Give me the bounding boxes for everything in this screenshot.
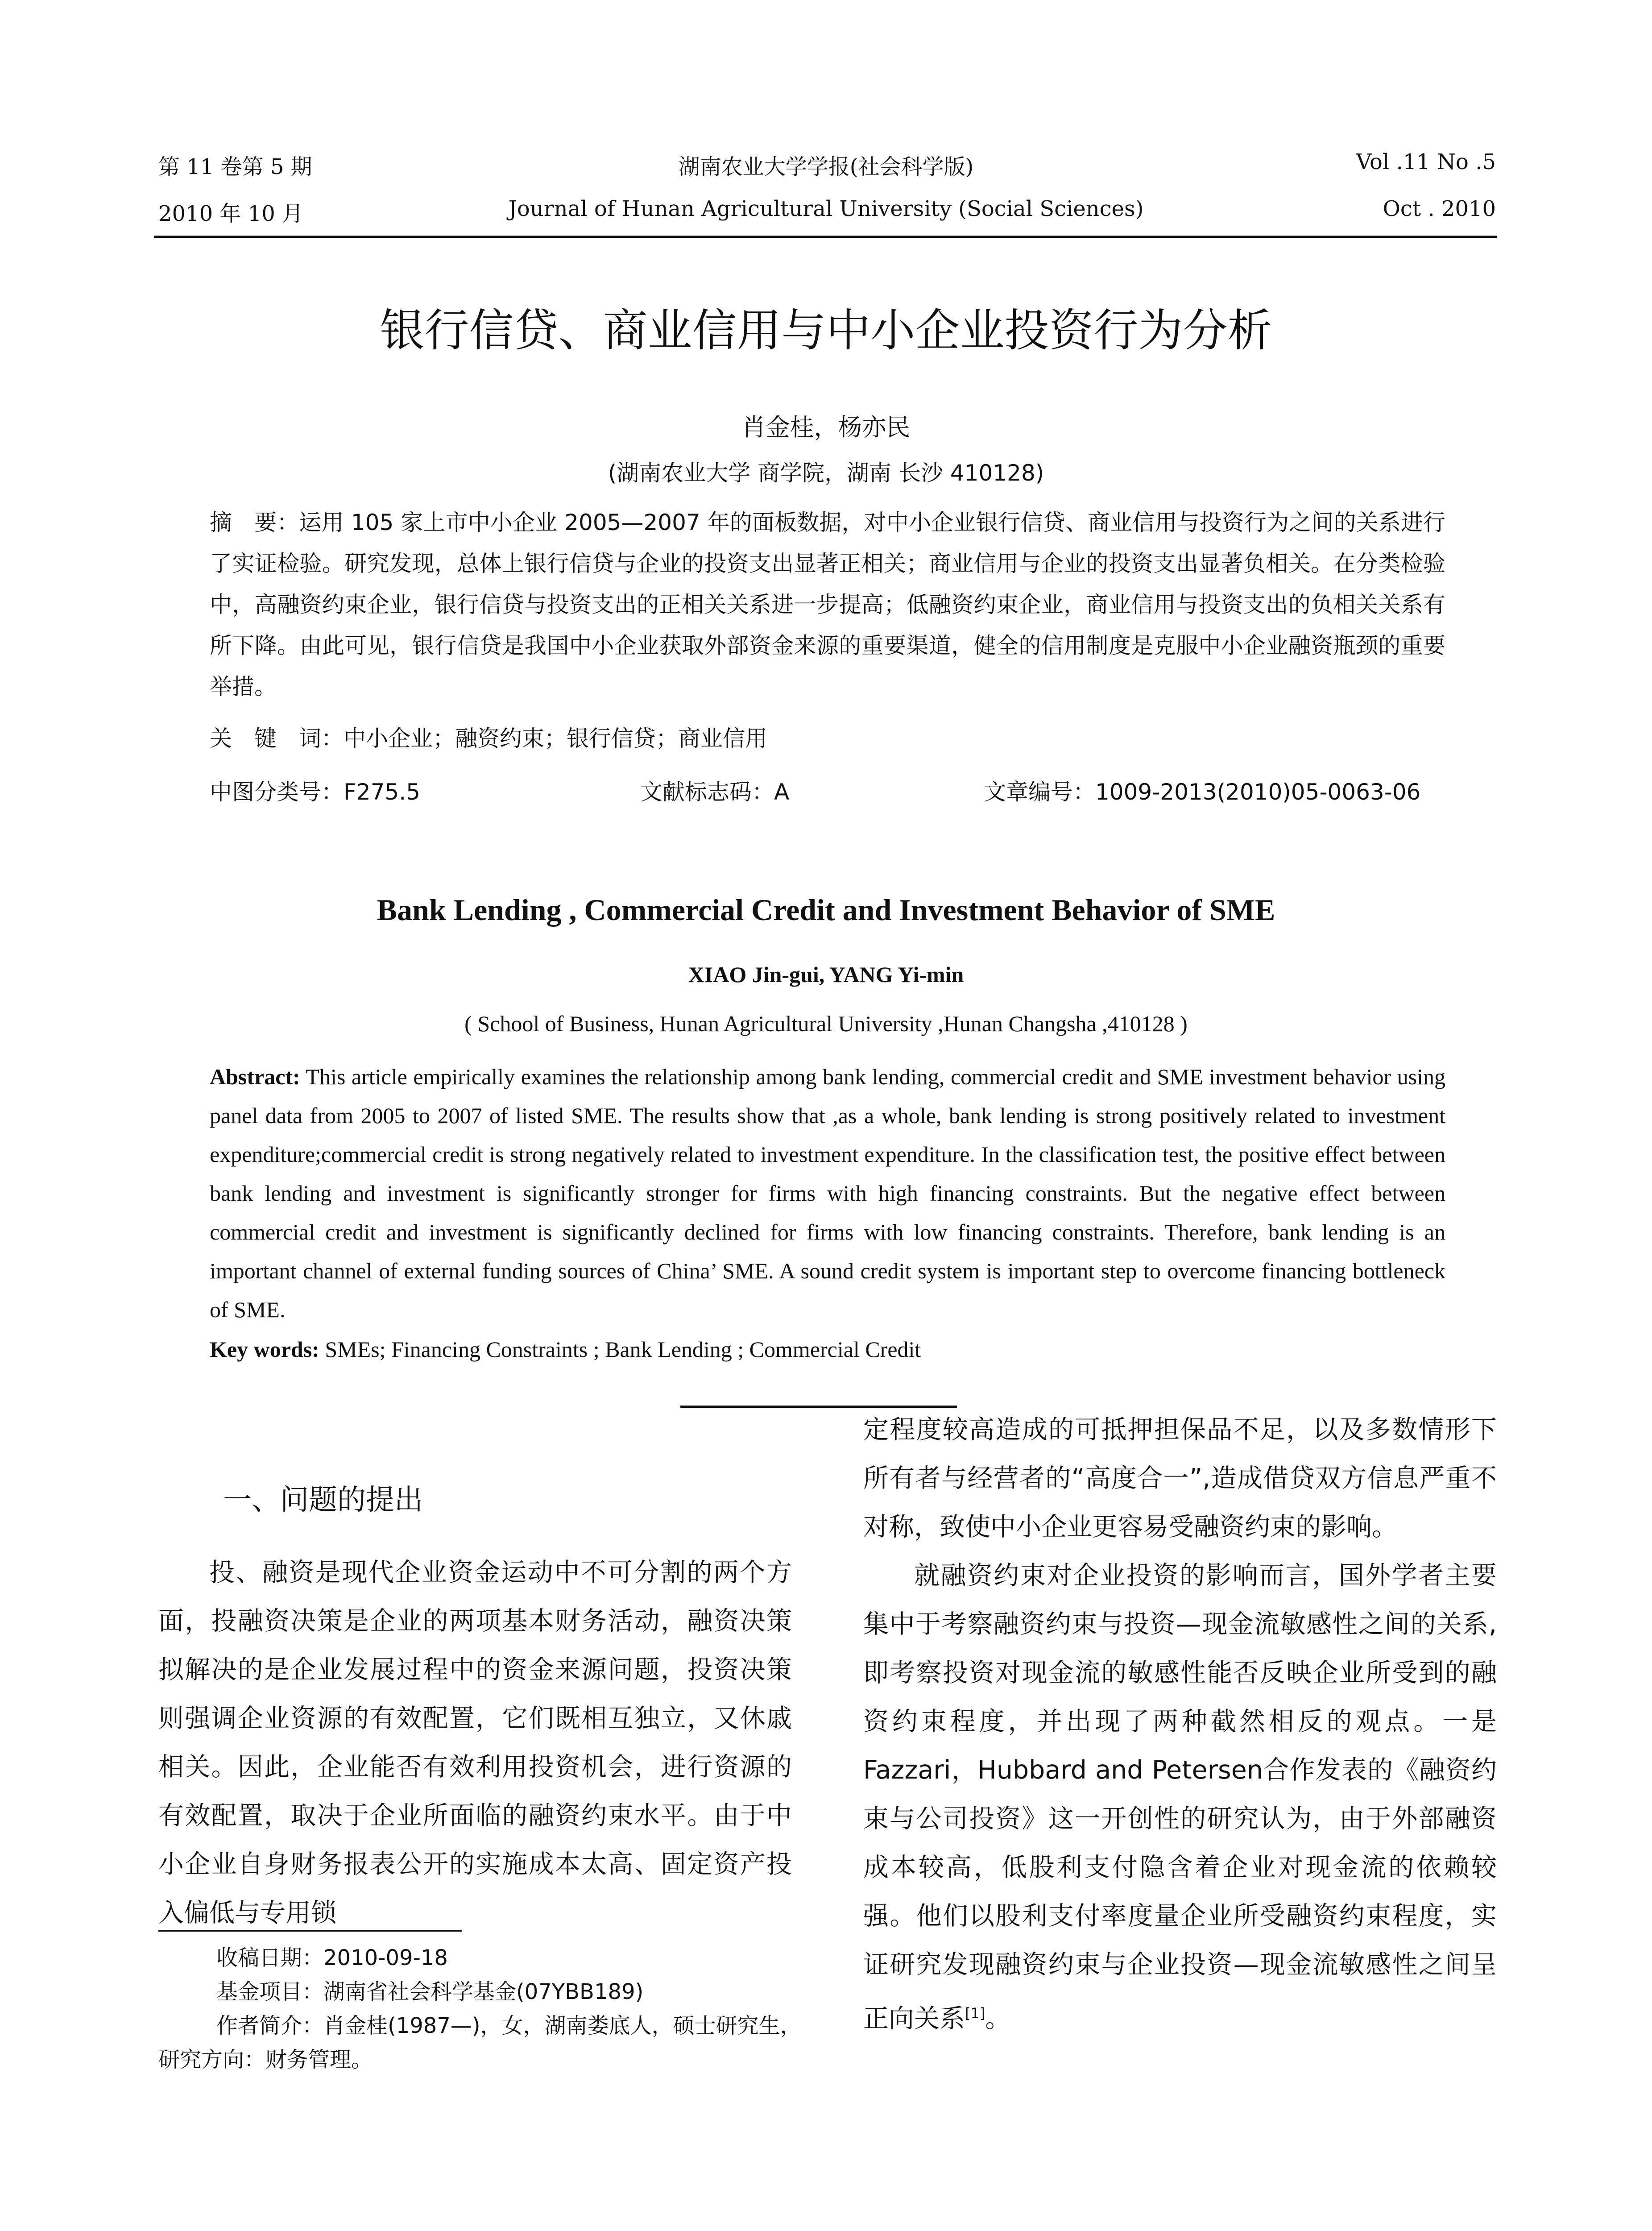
keywords-en: [210, 1336, 921, 1362]
keywords-cn-text: 中小企业；融资约束；银行信贷；商业信用: [344, 726, 767, 751]
journal-date-en: Oct . 2010: [1383, 196, 1496, 221]
abstract-en-text: This article empirically examines the relationship among bank lending, commercial credit and SME investment behavior using panel data from 2005 to 2007 of listed SME. The results show that ,as a whole, bank lending is strong positively related to investment expenditure;commercial credit is strong negatively related to investment expenditure. In the classification test, the positive effect between bank lending and investment is significantly stronger for firms with high financing constraints. But the negative effect between commercial credit and investment is significantly declined for firms with low financing constraints. Therefore, bank lending is an important channel of external funding sources of China’ SME. A sound credit system is important step to overcome financing bottleneck of SME.: [210, 1064, 1445, 1322]
paper-title-en: Bank Lending , Commercial Credit and Investment Behavior of SME: [377, 893, 1275, 927]
affiliation-cn: (湖南农业大学 商学院，湖南 长沙 410128): [608, 460, 1044, 486]
header-rule: [154, 236, 1497, 238]
body-left-paragraph: 投、融资是现代企业资金运动中不可分割的两个方面，投融资决策是企业的两项基本财务活动，融资决策拟解决的是企业发展过程中的资金来源问题，投资决策则强调企业资源的有效配置，它们既相互独立，又休戚相关。因此，企业能否有效利用投资机会，进行资源的有效配置，取决于企业所面临的融资约束水平。由于中小企业自身财务报表公开的实施成本太高、固定资产投入偏低与专用锁: [158, 1558, 792, 1928]
body-right-paragraph-1: 定程度较高造成的可抵押担保品不足，以及多数情形下所有者与经营者的“高度合一”,造成借贷双方信息严重不对称，致使中小企业更容易受融资约束的影响。: [863, 1415, 1497, 1542]
footnote-received: 收稿日期：2010-09-18: [216, 1945, 448, 1970]
journal-date-cn: 2010 年 10 月: [158, 201, 304, 226]
citation-1[interactable]: [1]: [965, 2005, 985, 2022]
authors-en: XIAO Jin-gui, YANG Yi-min: [688, 962, 964, 987]
footnote-fund: 基金项目：湖南省社会科学基金(07YBB189): [216, 1979, 644, 2004]
affiliation-en: ( School of Business, Hunan Agricultural University ,Hunan Changsha ,410128 ): [464, 1011, 1188, 1036]
journal-volume-cn: 第 11 卷第 5 期: [158, 154, 312, 179]
paper-title-cn: 银行信贷、商业信用与中小企业投资行为分析: [380, 304, 1272, 357]
journal-volume-en: Vol .11 No .5: [1356, 149, 1496, 174]
footnote-rule: [158, 1930, 462, 1932]
body-right-column: [863, 1406, 1497, 2043]
document-code: 文献标志码：A: [640, 779, 790, 805]
authors-cn: 肖金桂，杨亦民: [741, 413, 911, 441]
footnote-author-bio: 作者简介：肖金桂(1987—)，女，湖南娄底人，硕士研究生，研究方向：财务管理。: [158, 2013, 802, 2072]
body-right-paragraph-2: [863, 1551, 1497, 2043]
body-right-paragraph-2-end: 。: [985, 2004, 1011, 2033]
section-heading: 一、问题的提出: [223, 1484, 423, 1517]
keywords-cn: [210, 721, 767, 753]
journal-name-cn: 湖南农业大学学报(社会科学版): [678, 154, 974, 179]
abstract-en-label: Abstract:: [210, 1064, 300, 1089]
abstract-cn-label: 摘 要：: [210, 510, 299, 535]
keywords-en-text: SMEs; Financing Constraints ; Bank Lending ; Commercial Credit: [319, 1337, 921, 1362]
journal-name-en: Journal of Hunan Agricultural University (Social Sciences): [508, 196, 1144, 221]
keywords-en-label: Key words:: [210, 1337, 319, 1362]
body-right-paragraph-2-text: 就融资约束对企业投资的影响而言，国外学者主要集中于考察融资约束与投资—现金流敏感性之间的关系,即考察投资对现金流的敏感性能否反映企业所受到的融资约束程度，并出现了两种截然相反的观点。一是Fazzari，Hubbard and Petersen合作发表的《融资约束与公司投资》这一开创性的研究认为，由于外部融资成本较高，低股利支付隐含着企业对现金流的依赖较强。他们以股利支付率度量企业所受融资约束程度，实证研究发现融资约束与企业投资—现金流敏感性之间呈正向关系: [863, 1561, 1497, 2033]
abstract-cn: [210, 502, 1445, 707]
keywords-cn-label: 关 键 词：: [210, 726, 344, 751]
clc-number: 中图分类号：F275.5: [210, 779, 420, 805]
abstract-en: [210, 1057, 1445, 1329]
abstract-cn-text: 运用 105 家上市中小企业 2005—2007 年的面板数据，对中小企业银行信贷、商业信用与投资行为之间的关系进行了实证检验。研究发现，总体上银行信贷与企业的投资支出显著正相关；商业信用与企业的投资支出显著负相关。在分类检验中，高融资约束企业，银行信贷与投资支出的正相关关系进一步提高；低融资约束企业，商业信用与投资支出的负相关关系有所下降。由此可见，银行信贷是我国中小企业获取外部资金来源的重要渠道，健全的信用制度是克服中小企业融资瓶颈的重要举措。: [210, 510, 1445, 700]
article-number: 文章编号：1009-2013(2010)05-0063-06: [984, 779, 1421, 805]
